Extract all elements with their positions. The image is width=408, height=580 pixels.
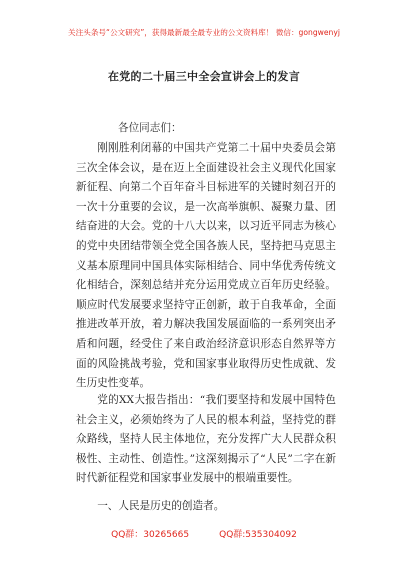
footer-qq-group-2: QQ群:535304092 xyxy=(219,530,297,540)
paragraph-1: 刚刚胜利闭幕的中国共产党第二十届中央委员会第三次全体会议，是在迈上全面建设社会主义现代化国家新征程、向第二个百年奋斗目标进军的关键时刻召开的一次十分重要的会议，是一次高举旗帜、凝聚力量、团结奋进的大会。党的十八大以来，以习近平同志为核心的党中央团结带领全党全国各族人民，坚持把马克思主义基本原理同中国具体实际相结合、同中华优秀传统文化相结合，深刻总结并充分运用党成立百年历史经验。顺应时代发展要求坚持守正创新，敢于自我革命，全面推进改革开放，着力解决我国发展面临的一系列突出矛盾和问题，经受住了来自政治经济意识形态自然界等方面的风险挑战考验，党和国家事业取得历史性成就、发生历史性变革。 xyxy=(76,142,336,390)
footer-qq-group-1: QQ群：30265665 xyxy=(111,530,190,540)
salutation: 各位同志们： xyxy=(118,122,182,134)
section-heading-1: 一、人民是历史的创造者。 xyxy=(97,500,225,512)
document-title: 在党的二十届三中全会宣讲会上的发言 xyxy=(107,70,301,83)
header-promo-note: 关注头条号“公文研究”，获得最新最全最专业的公文资料库！ 微信：gongwenyj xyxy=(68,28,340,37)
footer-contact xyxy=(0,527,408,540)
paragraph-2: 党的XX大报告指出：“我们要坚持和发展中国特色社会主义，必须始终为了人民的根本利益，坚持党的群众路线，坚持人民主体地位，充分发挥广大人民群众积极性、主动性、创造性。”这深刻揭示了“人民”二字在新时代新征程党和国家事业发展中的根端重要性。 xyxy=(76,394,336,485)
